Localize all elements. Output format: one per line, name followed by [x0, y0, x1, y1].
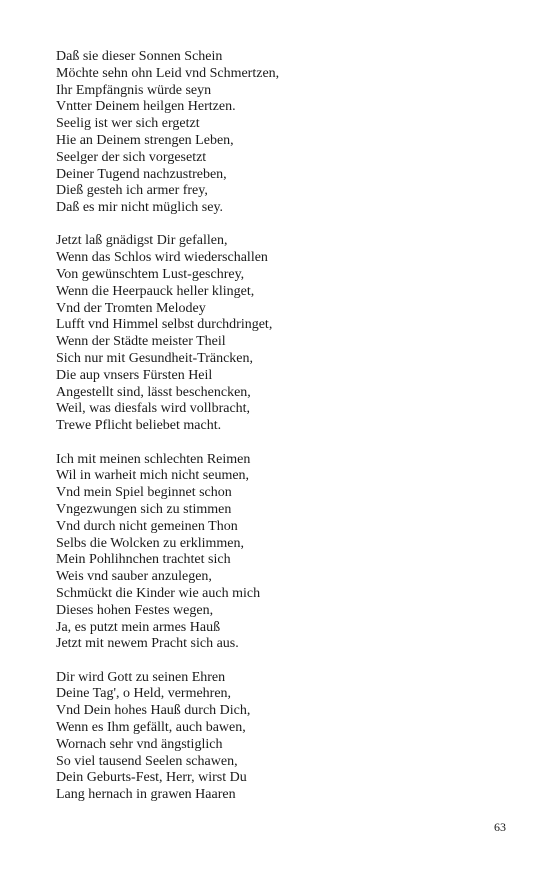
poem-line: Angestellt sind, lässt beschencken,: [56, 384, 251, 400]
poem-line: Dir wird Gott zu seinen Ehren: [56, 669, 226, 685]
poem-line: Vntter Deinem heilgen Hertzen.: [56, 99, 236, 115]
poem-line: Jetzt laß gnädigst Dir gefallen,: [56, 233, 228, 249]
poem-line: Trewe Pflicht beliebet macht.: [56, 418, 222, 434]
stanza: [56, 233, 516, 435]
poem-line: Schmückt die Kinder wie auch mich: [56, 585, 261, 601]
poem-line: Lufft vnd Himmel selbst durchdringet,: [56, 317, 273, 333]
poem-line: Vnd der Tromten Melodey: [56, 300, 206, 316]
poem-line: Jetzt mit newem Pracht sich aus.: [56, 636, 239, 652]
poem-line: Die aup vnsers Fürsten Heil: [56, 367, 213, 383]
poem-line: Ihr Empfängnis würde seyn: [56, 82, 212, 98]
poem-line: So viel tausend Seelen schawen,: [56, 753, 238, 769]
poem-line: Daß sie dieser Sonnen Schein: [56, 49, 223, 64]
stanza: [56, 49, 516, 217]
poem-line: Ja, es putzt mein armes Hauß: [56, 619, 221, 635]
poem-line: Deiner Tugend nachzustreben,: [56, 166, 227, 182]
stanza: [56, 452, 516, 654]
poem-line: Daß es mir nicht müglich sey.: [56, 200, 224, 216]
poem-line: Selbs die Wolcken zu erklimmen,: [56, 535, 244, 551]
poem-line: Wenn die Heerpauck heller klinget,: [56, 283, 255, 299]
poem-line: Möchte sehn ohn Leid vnd Schmertzen,: [56, 65, 280, 81]
poem-line: Vnd durch nicht gemeinen Thon: [56, 518, 238, 534]
poem-line: Wenn das Schlos wird wiederschallen: [56, 250, 268, 266]
poem-line: Seelig ist wer sich ergetzt: [56, 116, 200, 132]
poem-line: Vngezwungen sich zu stimmen: [56, 501, 232, 517]
page-number: 63: [494, 820, 506, 834]
poem-line: Vnd mein Spiel beginnet schon: [56, 485, 232, 501]
poem-line: Dein Geburts-Fest, Herr, wirst Du: [56, 770, 247, 786]
poem-line: Weil, was diesfals wird vollbracht,: [56, 401, 251, 417]
poem-line: Sich nur mit Gesundheit-Träncken,: [56, 351, 254, 367]
poem-text: [56, 49, 516, 820]
poem-line: Wil in warheit mich nicht seumen,: [56, 468, 250, 484]
stanza: [56, 670, 516, 804]
poem-line: Vnd Dein hohes Hauß durch Dich,: [56, 703, 251, 719]
poem-line: Weis vnd sauber anzulegen,: [56, 569, 212, 585]
poem-line: Seelger der sich vorgesetzt: [56, 149, 207, 165]
poem-line: Lang hernach in grawen Haaren: [56, 787, 236, 803]
poem-line: Wenn der Städte meister Theil: [56, 334, 226, 350]
poem-line: Von gewünschtem Lust-geschrey,: [56, 267, 245, 283]
poem-line: Mein Pohlihnchen trachtet sich: [56, 552, 231, 568]
poem-line: Deine Tag', o Held, vermehren,: [56, 686, 232, 702]
poem-line: Wornach sehr vnd ängstiglich: [56, 736, 223, 752]
poem-line: Hie an Deinem strengen Leben,: [56, 132, 234, 148]
poem-line: Dieß gesteh ich armer frey,: [56, 183, 208, 199]
poem-line: Wenn es Ihm gefällt, auch bawen,: [56, 719, 246, 735]
poem-line: Ich mit meinen schlechten Reimen: [56, 451, 251, 467]
poem-line: Dieses hohen Festes wegen,: [56, 602, 214, 618]
